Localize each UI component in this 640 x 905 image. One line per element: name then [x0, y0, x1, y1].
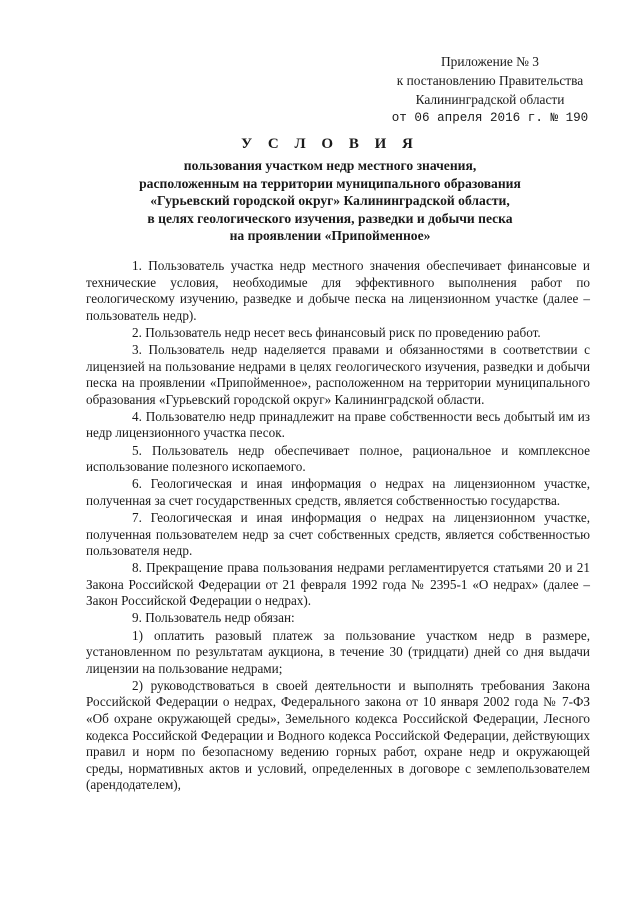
title-line: «Гурьевский городской округ» Калининградской области, — [150, 193, 510, 209]
paragraph-8: 8. Прекращение права пользования недрами регламентируется статьями 20 и 21 Закона Российской Федерации от 21 февраля 1992 года № 2395-1 «О недрах» (далее – Закон Российской Федерации о недрах). — [86, 560, 590, 609]
paragraph-5: 5. Пользователь недр обеспечивает полное, рациональное и комплексное использование полезного ископаемого. — [86, 442, 590, 475]
paragraph-2: 2. Пользователь недр несет весь финансовый риск по проведению работ. — [132, 324, 541, 340]
appendix-date-number: от 06 апреля 2016 г. № 190 — [391, 111, 589, 125]
appendix-region: Калининградской области — [415, 92, 565, 107]
title-line: на проявлении «Припойменное» — [229, 228, 431, 244]
title-line: в целях геологического изучения, разведки и добычи песка — [147, 210, 513, 226]
appendix-number: Приложение № 3 — [440, 54, 540, 69]
document-body — [86, 258, 590, 795]
paragraph-4: 4. Пользователю недр принадлежит на праве собственности весь добытый им из недр лицензионного участка песок. — [86, 408, 590, 441]
title-line: расположенным на территории муниципального образования — [139, 175, 521, 191]
subitem-1: 1) оплатить разовый платеж за пользование участком недр в размере, установленном по результатам аукциона, в течение 30 (тридцати) дней со дня выдачи лицензии на пользование недрами; — [86, 627, 590, 676]
paragraph-3: 3. Пользователь недр наделяется правами и обязанностями в соответствии с лицензией на пользование недрами в целях геологического изучения, разведки и добычи песка на проявлении «Припойменное», расположенном на территории муниципального образования «Гурьевский городской округ» Калининградской области. — [86, 341, 590, 407]
appendix-reference: к постановлению Правительства — [396, 73, 584, 88]
paragraph-6: 6. Геологическая и иная информация о недрах на лицензионном участке, полученная за счет государственных средств, является собственностью государства. — [86, 476, 590, 508]
appendix-header — [370, 52, 610, 128]
paragraph-7: 7. Геологическая и иная информация о недрах на лицензионном участке, полученная пользователем недр за счет собственных средств, является собственностью пользователя недр. — [86, 509, 590, 559]
paragraph-9: 9. Пользователь недр обязан: — [132, 610, 295, 626]
paragraph-1: 1. Пользователь участка недр местного значения обеспечивает финансовые и технические условия, необходимые для эффективного выполнения работ по геологическому изучению, разведке и добыче песка на лицензионном участке (далее – пользователь недр). — [86, 258, 590, 323]
subitem-2: 2) руководствоваться в своей деятельности и выполнять требования Закона Российской Федерации о недрах, Федерального закона от 10 января 2002 года № 7-ФЗ «Об охране окружающей среды», Земельного кодекса Российской Федерации, Лесного кодекса Российской Федерации и Водного кодекса Российской Федерации, действующих правил и норм по безопасному ведению горных работ, охране недр и окружающей среды, нормативных актов и условий, определенных в договоре с землепользователем (арендодателем), — [86, 677, 590, 793]
document-title — [60, 136, 600, 244]
title-heading: У С Л О В И Я — [241, 136, 419, 152]
title-line: пользования участком недр местного значения, — [183, 158, 477, 174]
